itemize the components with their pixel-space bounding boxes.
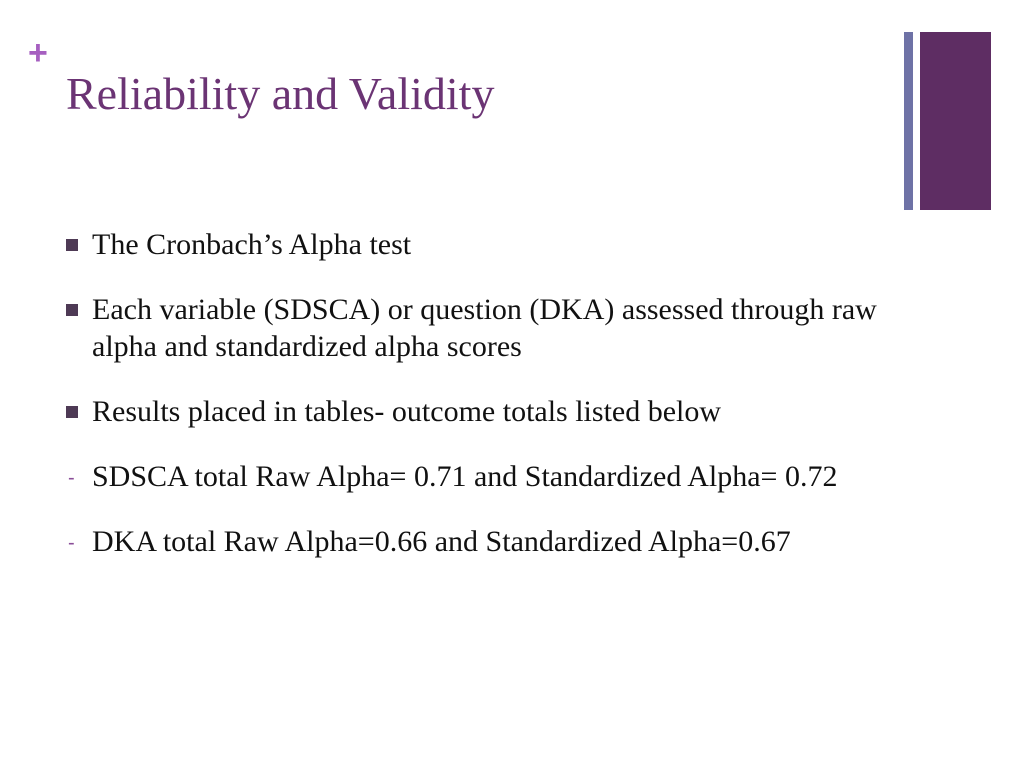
accent-bar-thin [904, 32, 913, 210]
square-bullet-icon [66, 304, 78, 316]
bullet-list [66, 226, 906, 588]
bullet-text: DKA total Raw Alpha=0.66 and Standardized Alpha=0.67 [92, 525, 791, 558]
bullet-item [66, 393, 906, 430]
bullet-item [66, 458, 906, 495]
bullet-text: The Cronbach’s Alpha test [92, 228, 412, 261]
bullet-text: Each variable (SDSCA) or question (DKA) assessed through raw alpha and standardized alpha scores [92, 293, 877, 363]
square-bullet-icon [66, 239, 78, 251]
dash-bullet-icon: - [68, 467, 75, 489]
bullet-item [66, 226, 906, 263]
bullet-item [66, 291, 906, 365]
dash-bullet-icon: - [68, 532, 75, 554]
bullet-item [66, 523, 906, 560]
bullet-text: Results placed in tables- outcome totals listed below [92, 395, 722, 428]
slide-title: Reliability and Validity [66, 68, 495, 119]
bullet-text: SDSCA total Raw Alpha= 0.71 and Standardized Alpha= 0.72 [92, 460, 838, 493]
accent-bar-thick [920, 32, 991, 210]
plus-icon: + [28, 34, 48, 72]
square-bullet-icon [66, 406, 78, 418]
